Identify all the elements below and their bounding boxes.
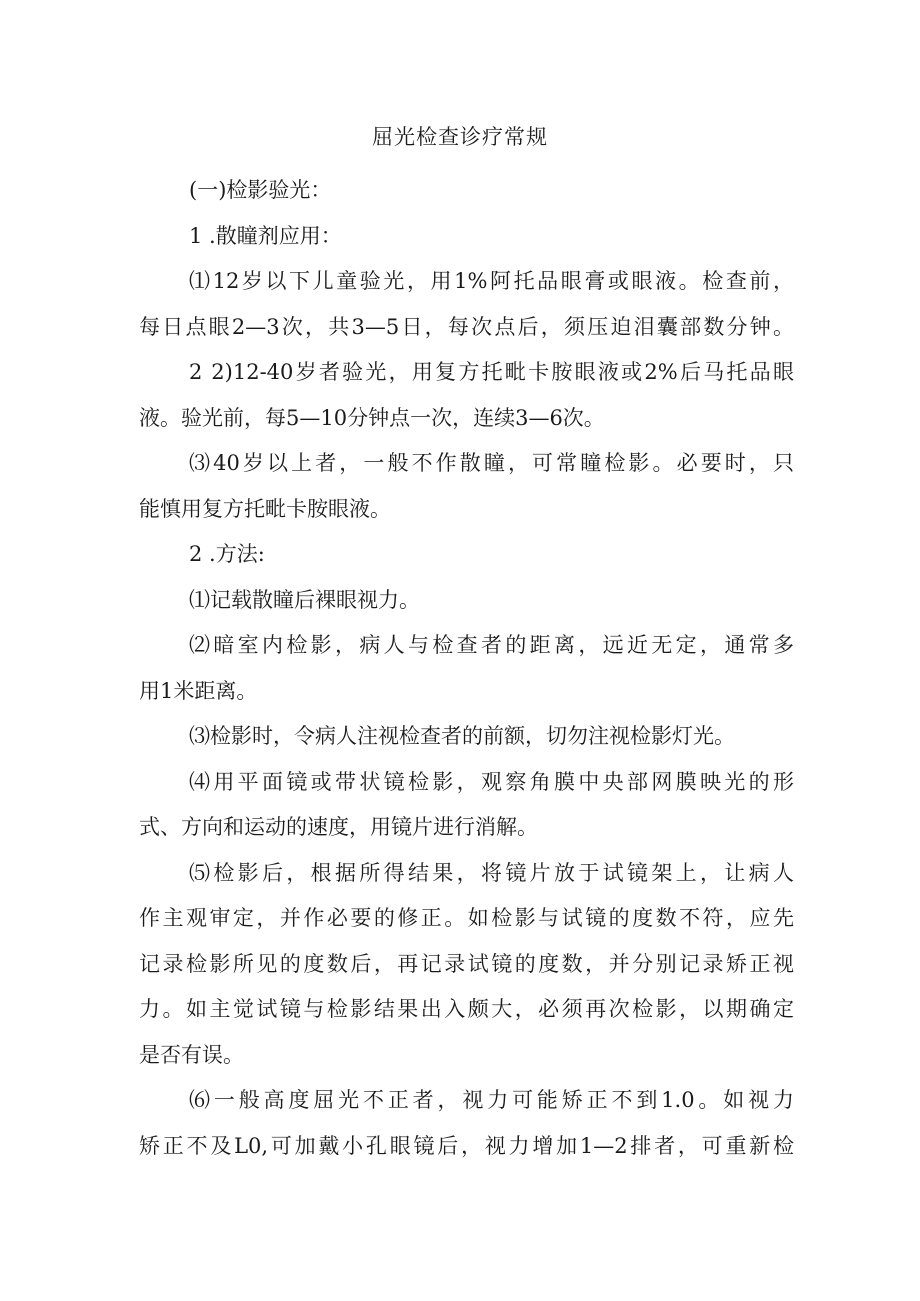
paragraph-line: 液。验光前，每5—10分钟点一次，连续3—6次。: [139, 405, 605, 430]
paragraph-line: 2 2)12-40岁者验光，用复方托毗卡胺眼液或2%后马托品眼: [189, 360, 794, 384]
paragraph-line: ⑶40岁以上者，一般不作散瞳，可常瞳检影。必要时，只: [189, 451, 794, 475]
paragraph-line: 能慎用复方托毗卡胺眼液。: [139, 496, 391, 521]
subsection-heading: 1 .散瞳剂应用：: [189, 223, 342, 248]
section-heading: (一)检影验光：: [189, 178, 332, 202]
paragraph-line: ⑴记载散瞳后裸眼视力。: [189, 587, 420, 612]
paragraph-line: ⑵暗室内检影，病人与检查者的距离，远近无定，通常多: [189, 633, 794, 657]
document-body: [139, 168, 794, 1169]
paragraph-line: 每日点眼2—3次，共3—5日，每次点后，须压迫泪囊部数分钟。: [139, 314, 794, 339]
paragraph-line: 矫正不及L0,可加戴小孔眼镜后，视力增加1—2排者，可重新检: [139, 1133, 794, 1158]
paragraph-line: 是否有误。: [139, 1042, 244, 1067]
paragraph-line: 用1米距离。: [139, 678, 258, 703]
paragraph-line: ⑷用平面镜或带状镜检影，观察角膜中央部网膜映光的形: [189, 769, 794, 794]
paragraph-line: ⑶检影时，令病人注视检查者的前额，切勿注视检影灯光。: [189, 724, 735, 748]
paragraph-line: 力。如主觉试镜与检影结果出入颇大，必须再次检影，以期确定: [139, 997, 794, 1021]
page-title: 屈光检查诊疗常规: [372, 125, 548, 149]
paragraph-line: 式、方向和运动的速度，用镜片进行消解。: [139, 815, 538, 839]
paragraph-line: 记录检影所见的度数后，再记录试镜的度数，并分别记录矫正视: [139, 951, 794, 976]
paragraph-line: ⑴12岁以下儿童验光，用1%阿托品眼膏或眼液。检查前，: [189, 269, 794, 293]
subsection-heading: 2 .方法:: [189, 542, 265, 566]
paragraph-line: ⑸检影后，根据所得结果，将镜片放于试镜架上，让病人: [189, 860, 794, 885]
paragraph-line: ⑹一般高度屈光不正者，视力可能矫正不到1.0。如视力: [189, 1088, 794, 1112]
paragraph-line: 作主观审定，并作必要的修正。如检影与试镜的度数不符，应先: [139, 906, 794, 930]
